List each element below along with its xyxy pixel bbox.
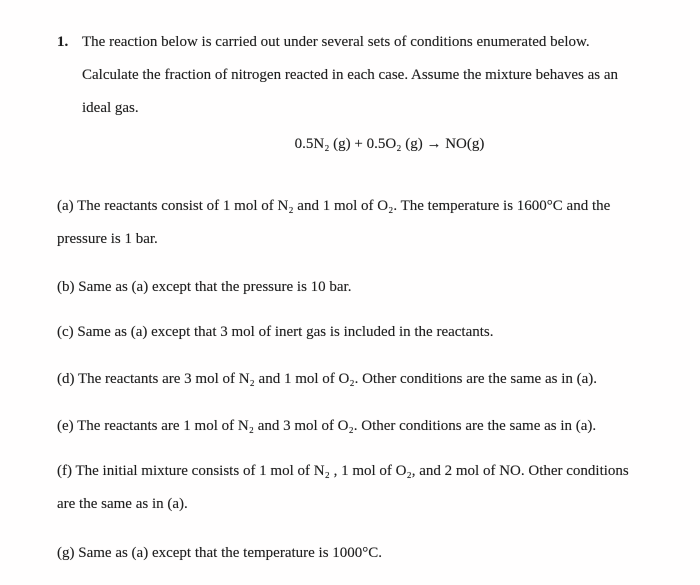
intro-line-1 xyxy=(57,26,662,59)
intro-line-1-text: The reaction below is carried out under several sets of conditions enumerated below. xyxy=(82,34,590,50)
problem-statement xyxy=(57,26,662,125)
part-e xyxy=(57,410,662,443)
part-f-line-1: (f) The initial mixture consists of 1 mol of N₂ , 1 mol of O₂, and 2 mol of NO. Other conditions xyxy=(57,463,629,479)
reaction-equation: 0.5N₂ (g) + 0.5O₂ (g) → NO(g) xyxy=(294,136,485,152)
part-e-line-1: (e) The reactants are 1 mol of N₂ and 3 mol of O₂. Other conditions are the same as in (a). xyxy=(57,418,597,434)
part-b-line-1: (b) Same as (a) except that the pressure is 10 bar. xyxy=(57,279,352,295)
part-g xyxy=(57,537,662,570)
part-a-line-2: pressure is 1 bar. xyxy=(57,231,158,247)
part-g-line-1: (g) Same as (a) except that the temperature is 1000°C. xyxy=(57,545,383,561)
part-d-line-1: (d) The reactants are 3 mol of N₂ and 1 mol of O₂. Other conditions are the same as in (a). xyxy=(57,371,598,387)
part-d xyxy=(57,363,662,396)
part-f xyxy=(57,455,662,521)
part-b xyxy=(57,271,662,304)
part-c xyxy=(57,316,662,349)
part-a-line-1: (a) The reactants consist of 1 mol of N₂ and 1 mol of O₂. The temperature is 1600°C and the xyxy=(57,198,611,214)
intro-line-3: ideal gas. xyxy=(82,100,139,116)
problem-number: 1. xyxy=(57,34,69,50)
part-c-line-1: (c) Same as (a) except that 3 mol of inert gas is included in the reactants. xyxy=(57,324,494,340)
part-a xyxy=(57,190,662,256)
part-f-line-2: are the same as in (a). xyxy=(57,496,188,512)
intro-line-2: Calculate the fraction of nitrogen reacted in each case. Assume the mixture behaves as an xyxy=(82,67,619,83)
